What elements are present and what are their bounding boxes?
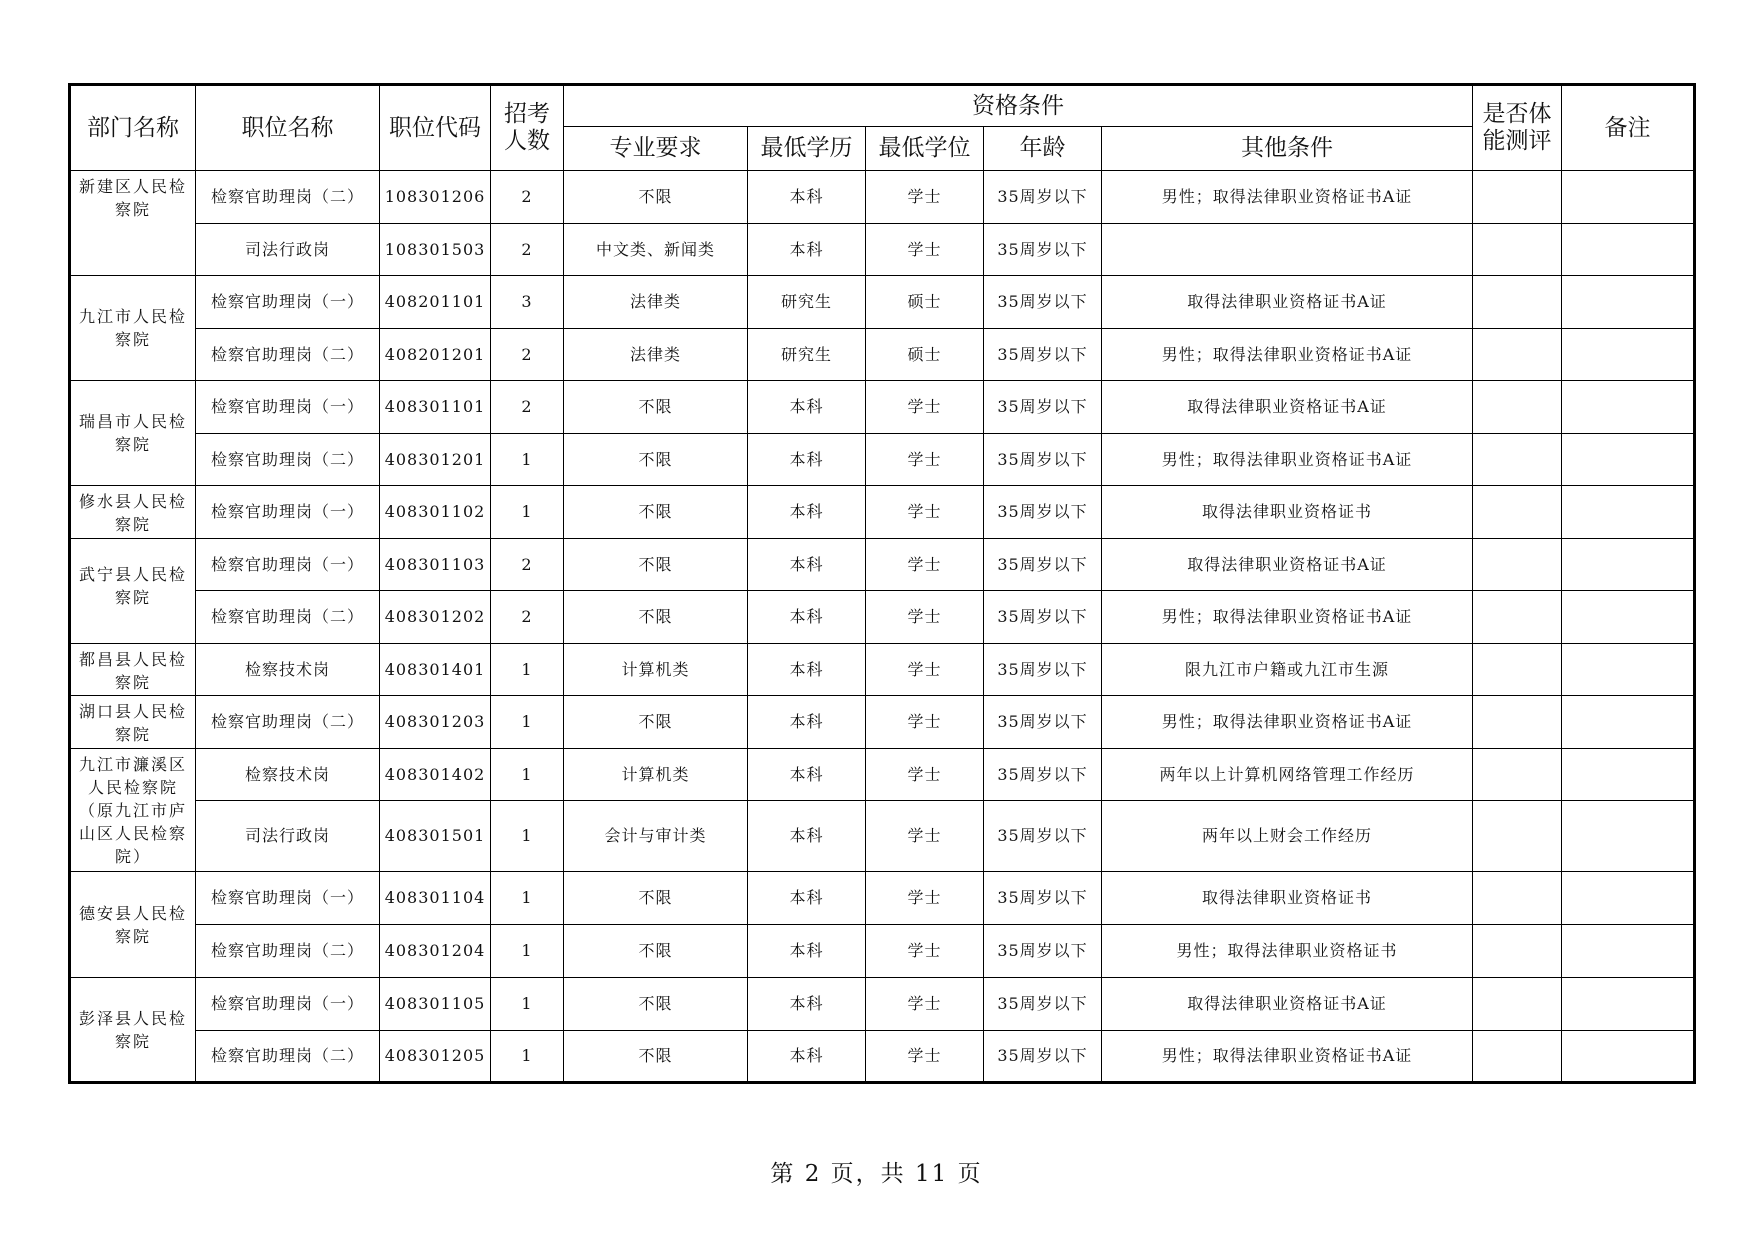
min-education: 本科 xyxy=(748,486,866,539)
remark xyxy=(1562,224,1695,276)
dept-name: 瑞昌市人民检察院 xyxy=(70,381,196,486)
min-degree: 学士 xyxy=(866,539,984,591)
header-other: 其他条件 xyxy=(1102,127,1473,171)
header-remark: 备注 xyxy=(1562,85,1695,171)
min-education: 本科 xyxy=(748,224,866,276)
fitness-test xyxy=(1473,696,1562,749)
recruit-count: 2 xyxy=(491,591,564,644)
age-limit: 35周岁以下 xyxy=(984,644,1102,696)
min-education: 本科 xyxy=(748,978,866,1031)
min-education: 本科 xyxy=(748,1031,866,1083)
fitness-test xyxy=(1473,381,1562,434)
position-name: 司法行政岗 xyxy=(196,801,380,872)
remark xyxy=(1562,171,1695,224)
min-degree: 学士 xyxy=(866,644,984,696)
recruit-count: 1 xyxy=(491,978,564,1031)
header-count: 招考人数 xyxy=(491,85,564,171)
position-name: 检察官助理岗（一） xyxy=(196,978,380,1031)
age-limit: 35周岁以下 xyxy=(984,925,1102,978)
header-position: 职位名称 xyxy=(196,85,380,171)
table-row xyxy=(70,171,1695,224)
table-row xyxy=(70,872,1695,925)
position-code: 408301401 xyxy=(380,644,491,696)
fitness-test xyxy=(1473,486,1562,539)
remark xyxy=(1562,276,1695,329)
remark xyxy=(1562,978,1695,1031)
age-limit: 35周岁以下 xyxy=(984,171,1102,224)
table-row xyxy=(70,539,1695,591)
major-requirement: 不限 xyxy=(564,171,748,224)
min-degree: 学士 xyxy=(866,925,984,978)
position-code: 408201101 xyxy=(380,276,491,329)
min-degree: 学士 xyxy=(866,872,984,925)
position-code: 108301206 xyxy=(380,171,491,224)
dept-name: 德安县人民检察院 xyxy=(70,872,196,978)
min-degree: 学士 xyxy=(866,696,984,749)
other-conditions: 取得法律职业资格证书A证 xyxy=(1102,276,1473,329)
fitness-test xyxy=(1473,591,1562,644)
position-name: 检察官助理岗（二） xyxy=(196,1031,380,1083)
other-conditions: 男性；取得法律职业资格证书A证 xyxy=(1102,1031,1473,1083)
major-requirement: 不限 xyxy=(564,872,748,925)
fitness-test xyxy=(1473,978,1562,1031)
other-conditions: 取得法律职业资格证书A证 xyxy=(1102,381,1473,434)
position-name: 检察官助理岗（二） xyxy=(196,696,380,749)
other-conditions: 限九江市户籍或九江市生源 xyxy=(1102,644,1473,696)
other-conditions: 男性；取得法律职业资格证书A证 xyxy=(1102,171,1473,224)
recruit-count: 1 xyxy=(491,486,564,539)
remark xyxy=(1562,381,1695,434)
position-code: 408301103 xyxy=(380,539,491,591)
table-body xyxy=(70,171,1695,1083)
position-name: 检察官助理岗（一） xyxy=(196,539,380,591)
age-limit: 35周岁以下 xyxy=(984,486,1102,539)
position-name: 司法行政岗 xyxy=(196,224,380,276)
position-name: 检察官助理岗（一） xyxy=(196,381,380,434)
other-conditions: 取得法律职业资格证书 xyxy=(1102,486,1473,539)
major-requirement: 不限 xyxy=(564,539,748,591)
recruit-count: 1 xyxy=(491,872,564,925)
fitness-test xyxy=(1473,801,1562,872)
min-education: 研究生 xyxy=(748,276,866,329)
major-requirement: 不限 xyxy=(564,434,748,486)
fitness-test xyxy=(1473,329,1562,381)
min-education: 本科 xyxy=(748,696,866,749)
other-conditions: 男性；取得法律职业资格证书A证 xyxy=(1102,329,1473,381)
position-code: 408301203 xyxy=(380,696,491,749)
fitness-test xyxy=(1473,224,1562,276)
major-requirement: 计算机类 xyxy=(564,644,748,696)
remark xyxy=(1562,329,1695,381)
min-education: 研究生 xyxy=(748,329,866,381)
min-degree: 学士 xyxy=(866,591,984,644)
position-name: 检察官助理岗（二） xyxy=(196,591,380,644)
recruit-count: 1 xyxy=(491,749,564,801)
min-degree: 硕士 xyxy=(866,329,984,381)
position-name: 检察官助理岗（二） xyxy=(196,171,380,224)
position-code: 408301202 xyxy=(380,591,491,644)
age-limit: 35周岁以下 xyxy=(984,872,1102,925)
fitness-test xyxy=(1473,171,1562,224)
position-name: 检察官助理岗（二） xyxy=(196,434,380,486)
min-education: 本科 xyxy=(748,801,866,872)
header-qualifications: 资格条件 xyxy=(564,85,1473,127)
min-degree: 学士 xyxy=(866,381,984,434)
major-requirement: 不限 xyxy=(564,978,748,1031)
recruit-count: 1 xyxy=(491,644,564,696)
fitness-test xyxy=(1473,644,1562,696)
min-education: 本科 xyxy=(748,591,866,644)
remark xyxy=(1562,644,1695,696)
position-name: 检察官助理岗（一） xyxy=(196,276,380,329)
table-row xyxy=(70,276,1695,329)
fitness-test xyxy=(1473,872,1562,925)
header-degree: 最低学位 xyxy=(866,127,984,171)
recruit-count: 1 xyxy=(491,801,564,872)
dept-name: 湖口县人民检察院 xyxy=(70,696,196,749)
dept-name: 都昌县人民检察院 xyxy=(70,644,196,696)
major-requirement: 中文类、新闻类 xyxy=(564,224,748,276)
major-requirement: 不限 xyxy=(564,1031,748,1083)
position-name: 检察官助理岗（二） xyxy=(196,329,380,381)
table-row xyxy=(70,925,1695,978)
min-degree: 学士 xyxy=(866,749,984,801)
table-row xyxy=(70,749,1695,801)
min-degree: 学士 xyxy=(866,434,984,486)
min-education: 本科 xyxy=(748,171,866,224)
recruitment-table xyxy=(68,83,1696,1084)
recruit-count: 2 xyxy=(491,539,564,591)
age-limit: 35周岁以下 xyxy=(984,696,1102,749)
other-conditions: 取得法律职业资格证书A证 xyxy=(1102,539,1473,591)
dept-name: 武宁县人民检察院 xyxy=(70,539,196,644)
min-degree: 硕士 xyxy=(866,276,984,329)
remark xyxy=(1562,872,1695,925)
table-row xyxy=(70,486,1695,539)
recruit-count: 3 xyxy=(491,276,564,329)
header-education: 最低学历 xyxy=(748,127,866,171)
position-code: 108301503 xyxy=(380,224,491,276)
other-conditions xyxy=(1102,224,1473,276)
major-requirement: 计算机类 xyxy=(564,749,748,801)
fitness-test xyxy=(1473,925,1562,978)
table-row xyxy=(70,644,1695,696)
min-degree: 学士 xyxy=(866,978,984,1031)
other-conditions: 取得法律职业资格证书 xyxy=(1102,872,1473,925)
age-limit: 35周岁以下 xyxy=(984,801,1102,872)
other-conditions: 男性；取得法律职业资格证书 xyxy=(1102,925,1473,978)
fitness-test xyxy=(1473,1031,1562,1083)
major-requirement: 法律类 xyxy=(564,329,748,381)
age-limit: 35周岁以下 xyxy=(984,591,1102,644)
age-limit: 35周岁以下 xyxy=(984,1031,1102,1083)
min-education: 本科 xyxy=(748,644,866,696)
recruit-count: 1 xyxy=(491,696,564,749)
position-code: 408201201 xyxy=(380,329,491,381)
other-conditions: 两年以上财会工作经历 xyxy=(1102,801,1473,872)
fitness-test xyxy=(1473,749,1562,801)
recruit-count: 2 xyxy=(491,224,564,276)
recruit-count: 1 xyxy=(491,1031,564,1083)
major-requirement: 不限 xyxy=(564,591,748,644)
min-education: 本科 xyxy=(748,539,866,591)
table-row xyxy=(70,381,1695,434)
remark xyxy=(1562,591,1695,644)
remark xyxy=(1562,539,1695,591)
position-code: 408301105 xyxy=(380,978,491,1031)
remark xyxy=(1562,696,1695,749)
other-conditions: 男性；取得法律职业资格证书A证 xyxy=(1102,696,1473,749)
position-code: 408301201 xyxy=(380,434,491,486)
remark xyxy=(1562,434,1695,486)
header-age: 年龄 xyxy=(984,127,1102,171)
table-row xyxy=(70,329,1695,381)
fitness-test xyxy=(1473,434,1562,486)
min-degree: 学士 xyxy=(866,486,984,539)
age-limit: 35周岁以下 xyxy=(984,539,1102,591)
major-requirement: 不限 xyxy=(564,381,748,434)
header-dept: 部门名称 xyxy=(70,85,196,171)
other-conditions: 男性；取得法律职业资格证书A证 xyxy=(1102,591,1473,644)
position-code: 408301104 xyxy=(380,872,491,925)
recruit-count: 2 xyxy=(491,329,564,381)
position-code: 408301501 xyxy=(380,801,491,872)
remark xyxy=(1562,486,1695,539)
fitness-test xyxy=(1473,539,1562,591)
remark xyxy=(1562,1031,1695,1083)
age-limit: 35周岁以下 xyxy=(984,224,1102,276)
table-row xyxy=(70,1031,1695,1083)
age-limit: 35周岁以下 xyxy=(984,381,1102,434)
position-code: 408301102 xyxy=(380,486,491,539)
min-education: 本科 xyxy=(748,925,866,978)
position-name: 检察技术岗 xyxy=(196,644,380,696)
min-education: 本科 xyxy=(748,434,866,486)
min-degree: 学士 xyxy=(866,1031,984,1083)
table-header xyxy=(70,85,1695,171)
position-code: 408301402 xyxy=(380,749,491,801)
table-row xyxy=(70,978,1695,1031)
position-name: 检察技术岗 xyxy=(196,749,380,801)
major-requirement: 不限 xyxy=(564,696,748,749)
recruit-count: 1 xyxy=(491,925,564,978)
remark xyxy=(1562,749,1695,801)
min-degree: 学士 xyxy=(866,171,984,224)
position-code: 408301205 xyxy=(380,1031,491,1083)
other-conditions: 男性；取得法律职业资格证书A证 xyxy=(1102,434,1473,486)
table-row xyxy=(70,224,1695,276)
age-limit: 35周岁以下 xyxy=(984,978,1102,1031)
major-requirement: 法律类 xyxy=(564,276,748,329)
remark xyxy=(1562,801,1695,872)
header-fitness: 是否体能测评 xyxy=(1473,85,1562,171)
table-row xyxy=(70,696,1695,749)
dept-name: 九江市濂溪区人民检察院（原九江市庐山区人民检察院） xyxy=(70,749,196,872)
dept-name: 彭泽县人民检察院 xyxy=(70,978,196,1083)
other-conditions: 两年以上计算机网络管理工作经历 xyxy=(1102,749,1473,801)
header-major: 专业要求 xyxy=(564,127,748,171)
min-education: 本科 xyxy=(748,381,866,434)
fitness-test xyxy=(1473,276,1562,329)
min-education: 本科 xyxy=(748,872,866,925)
dept-name: 九江市人民检察院 xyxy=(70,276,196,381)
table-row xyxy=(70,801,1695,872)
position-code: 408301101 xyxy=(380,381,491,434)
table-row xyxy=(70,591,1695,644)
major-requirement: 不限 xyxy=(564,486,748,539)
dept-name: 新建区人民检察院 xyxy=(70,171,196,276)
recruit-count: 2 xyxy=(491,381,564,434)
position-name: 检察官助理岗（一） xyxy=(196,486,380,539)
table-row xyxy=(70,434,1695,486)
other-conditions: 取得法律职业资格证书A证 xyxy=(1102,978,1473,1031)
age-limit: 35周岁以下 xyxy=(984,749,1102,801)
position-code: 408301204 xyxy=(380,925,491,978)
dept-name: 修水县人民检察院 xyxy=(70,486,196,539)
position-name: 检察官助理岗（一） xyxy=(196,872,380,925)
age-limit: 35周岁以下 xyxy=(984,276,1102,329)
major-requirement: 不限 xyxy=(564,925,748,978)
min-degree: 学士 xyxy=(866,224,984,276)
min-degree: 学士 xyxy=(866,801,984,872)
age-limit: 35周岁以下 xyxy=(984,329,1102,381)
recruit-count: 2 xyxy=(491,171,564,224)
age-limit: 35周岁以下 xyxy=(984,434,1102,486)
page-footer: 第 2 页，共 11 页 xyxy=(770,1161,983,1187)
position-name: 检察官助理岗（二） xyxy=(196,925,380,978)
recruit-count: 1 xyxy=(491,434,564,486)
remark xyxy=(1562,925,1695,978)
major-requirement: 会计与审计类 xyxy=(564,801,748,872)
min-education: 本科 xyxy=(748,749,866,801)
header-code: 职位代码 xyxy=(380,85,491,171)
